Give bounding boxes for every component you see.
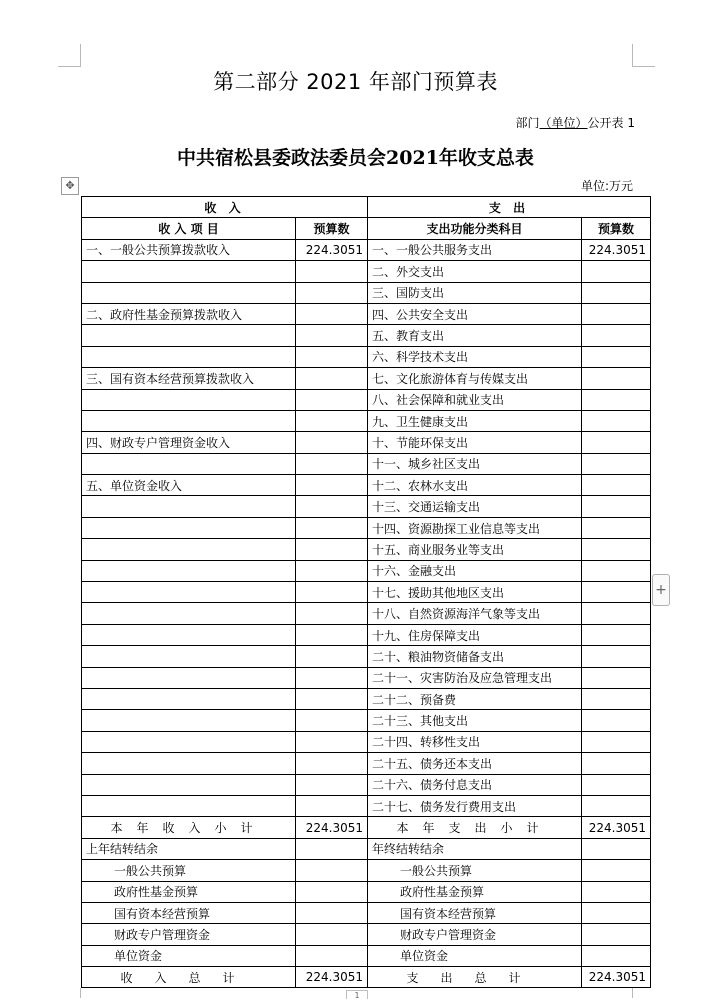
income-value-cell bbox=[296, 432, 368, 453]
income-value-cell bbox=[296, 303, 368, 324]
income-value-cell bbox=[296, 282, 368, 303]
income-carry-value bbox=[296, 838, 368, 859]
income-carry-item-value bbox=[296, 860, 368, 881]
expense-value-cell bbox=[582, 496, 651, 517]
expense-item-cell: 九、卫生健康支出 bbox=[368, 410, 582, 431]
unit-label: 单位:万元 bbox=[580, 179, 633, 193]
expense-item-cell: 二十四、转移性支出 bbox=[368, 731, 582, 752]
carry-over-item-row bbox=[82, 860, 651, 881]
carry-over-item-row bbox=[82, 924, 651, 945]
expense-value-cell: 224.3051 bbox=[582, 239, 651, 260]
income-item-cell bbox=[82, 261, 296, 282]
table-row bbox=[82, 624, 651, 645]
expense-item-cell: 二十、粮油物资储备支出 bbox=[368, 646, 582, 667]
table-header-row bbox=[82, 197, 651, 218]
expense-item-cell: 六、科学技术支出 bbox=[368, 346, 582, 367]
expense-value-cell bbox=[582, 325, 651, 346]
income-value-cell bbox=[296, 453, 368, 474]
income-value-cell bbox=[296, 539, 368, 560]
income-item-cell bbox=[82, 624, 296, 645]
expense-value-cell bbox=[582, 582, 651, 603]
carry-over-row bbox=[82, 838, 651, 859]
expense-subtotal-value: 224.3051 bbox=[582, 817, 651, 838]
expense-item-cell: 十二、农林水支出 bbox=[368, 475, 582, 496]
expense-value-cell bbox=[582, 560, 651, 581]
income-item-cell bbox=[82, 603, 296, 624]
expense-value-cell bbox=[582, 410, 651, 431]
expense-value-cell bbox=[582, 646, 651, 667]
income-carry-item-value bbox=[296, 902, 368, 923]
expense-carry-item-value bbox=[582, 902, 651, 923]
table-row bbox=[82, 753, 651, 774]
expense-item-cell: 二、外交支出 bbox=[368, 261, 582, 282]
income-item-cell bbox=[82, 731, 296, 752]
expense-item-cell: 十九、住房保障支出 bbox=[368, 624, 582, 645]
income-item-cell: 二、政府性基金预算拨款收入 bbox=[82, 303, 296, 324]
expense-item-cell: 三、国防支出 bbox=[368, 282, 582, 303]
add-column-icon[interactable]: + bbox=[652, 574, 670, 606]
expense-item-cell: 十六、金融支出 bbox=[368, 560, 582, 581]
income-value-cell bbox=[296, 261, 368, 282]
table-row bbox=[82, 239, 651, 260]
expense-carry-item-value bbox=[582, 924, 651, 945]
income-value-cell bbox=[296, 710, 368, 731]
income-item-cell bbox=[82, 667, 296, 688]
income-value-cell bbox=[296, 517, 368, 538]
income-item-cell bbox=[82, 325, 296, 346]
income-total-value: 224.3051 bbox=[296, 967, 368, 988]
table-row bbox=[82, 646, 651, 667]
total-row bbox=[82, 967, 651, 988]
expense-value-cell bbox=[582, 517, 651, 538]
expense-item-cell: 十、节能环保支出 bbox=[368, 432, 582, 453]
expense-item-cell: 二十三、其他支出 bbox=[368, 710, 582, 731]
page-corner-mark bbox=[58, 44, 81, 67]
carry-over-item-row bbox=[82, 881, 651, 902]
budget-summary-table bbox=[81, 196, 651, 988]
income-item-cell bbox=[82, 517, 296, 538]
expense-item-cell: 十五、商业服务业等支出 bbox=[368, 539, 582, 560]
income-item-cell bbox=[82, 646, 296, 667]
carry-over-item-row bbox=[82, 945, 651, 966]
table-row bbox=[82, 389, 651, 410]
table-row bbox=[82, 453, 651, 474]
income-item-header: 收 入 项 目 bbox=[82, 218, 296, 239]
page-number-indicator: 1 bbox=[346, 990, 368, 999]
income-carry-item-value bbox=[296, 924, 368, 945]
income-item-cell bbox=[82, 688, 296, 709]
carry-over-item-row bbox=[82, 902, 651, 923]
expense-item-cell: 七、文化旅游体育与传媒支出 bbox=[368, 368, 582, 389]
income-item-cell: 五、单位资金收入 bbox=[82, 475, 296, 496]
expense-value-cell bbox=[582, 475, 651, 496]
expense-value-cell bbox=[582, 282, 651, 303]
income-item-cell bbox=[82, 560, 296, 581]
expense-value-cell bbox=[582, 539, 651, 560]
income-item-cell: 三、国有资本经营预算拨款收入 bbox=[82, 368, 296, 389]
table-row bbox=[82, 795, 651, 816]
income-value-cell bbox=[296, 753, 368, 774]
expense-item-cell: 十四、资源勘探工业信息等支出 bbox=[368, 517, 582, 538]
income-value-cell bbox=[296, 582, 368, 603]
expense-value-cell bbox=[582, 710, 651, 731]
expense-carry-item-value bbox=[582, 881, 651, 902]
income-item-cell bbox=[82, 410, 296, 431]
table-move-handle-icon[interactable]: ✥ bbox=[61, 177, 79, 195]
income-value-cell bbox=[296, 475, 368, 496]
income-item-cell bbox=[82, 539, 296, 560]
expense-item-cell: 五、教育支出 bbox=[368, 325, 582, 346]
income-value-cell bbox=[296, 368, 368, 389]
income-item-cell bbox=[82, 346, 296, 367]
income-carry-item: 一般公共预算 bbox=[82, 860, 296, 881]
income-value-cell bbox=[296, 688, 368, 709]
expense-carry-item: 单位资金 bbox=[368, 945, 582, 966]
expense-total-value: 224.3051 bbox=[582, 967, 651, 988]
income-value-cell bbox=[296, 496, 368, 517]
expense-item-cell: 二十五、债务还本支出 bbox=[368, 753, 582, 774]
income-item-cell bbox=[82, 710, 296, 731]
income-value-cell bbox=[296, 646, 368, 667]
expense-carry-item-value bbox=[582, 860, 651, 881]
expense-header: 支 出 bbox=[368, 197, 651, 218]
expense-item-cell: 十七、援助其他地区支出 bbox=[368, 582, 582, 603]
income-item-cell bbox=[82, 496, 296, 517]
income-item-cell bbox=[82, 453, 296, 474]
table-row bbox=[82, 774, 651, 795]
income-item-cell bbox=[82, 389, 296, 410]
income-item-cell bbox=[82, 753, 296, 774]
income-value-cell bbox=[296, 731, 368, 752]
table-row bbox=[82, 603, 651, 624]
expense-carry-item: 政府性基金预算 bbox=[368, 881, 582, 902]
expense-value-cell bbox=[582, 688, 651, 709]
income-carry-item: 国有资本经营预算 bbox=[82, 902, 296, 923]
table-row bbox=[82, 496, 651, 517]
expense-budget-header: 预算数 bbox=[582, 218, 651, 239]
table-title: 中共宿松县委政法委员会2021年收支总表 bbox=[177, 147, 534, 169]
table-subheader-row bbox=[82, 218, 651, 239]
expense-item-cell: 十三、交通运输支出 bbox=[368, 496, 582, 517]
expense-item-cell: 十一、城乡社区支出 bbox=[368, 453, 582, 474]
income-item-cell: 一、一般公共预算拨款收入 bbox=[82, 239, 296, 260]
table-row bbox=[82, 410, 651, 431]
table-row bbox=[82, 517, 651, 538]
income-item-cell bbox=[82, 795, 296, 816]
page-corner-mark bbox=[58, 988, 81, 998]
income-carry-item-value bbox=[296, 881, 368, 902]
income-value-cell bbox=[296, 624, 368, 645]
table-row bbox=[82, 282, 651, 303]
expense-item-cell: 二十一、灾害防治及应急管理支出 bbox=[368, 667, 582, 688]
table-row bbox=[82, 560, 651, 581]
income-carry-label: 上年结转结余 bbox=[82, 838, 296, 859]
expense-value-cell bbox=[582, 624, 651, 645]
expense-item-cell: 四、公共安全支出 bbox=[368, 303, 582, 324]
table-row bbox=[82, 303, 651, 324]
table-row bbox=[82, 475, 651, 496]
table-row bbox=[82, 688, 651, 709]
table-row bbox=[82, 368, 651, 389]
income-value-cell bbox=[296, 774, 368, 795]
expense-value-cell bbox=[582, 795, 651, 816]
table-row bbox=[82, 667, 651, 688]
income-subtotal-value: 224.3051 bbox=[296, 817, 368, 838]
income-item-cell bbox=[82, 282, 296, 303]
income-item-cell: 四、财政专户管理资金收入 bbox=[82, 432, 296, 453]
table-number-label: 部门（单位）公开表 1 bbox=[515, 116, 635, 130]
table-row bbox=[82, 710, 651, 731]
income-value-cell bbox=[296, 603, 368, 624]
expense-value-cell bbox=[582, 453, 651, 474]
expense-carry-item: 一般公共预算 bbox=[368, 860, 582, 881]
expense-value-cell bbox=[582, 368, 651, 389]
income-header: 收 入 bbox=[82, 197, 368, 218]
income-item-cell bbox=[82, 774, 296, 795]
table-row bbox=[82, 539, 651, 560]
income-budget-header: 预算数 bbox=[296, 218, 368, 239]
income-value-cell: 224.3051 bbox=[296, 239, 368, 260]
page-corner-mark bbox=[632, 988, 655, 998]
expense-value-cell bbox=[582, 303, 651, 324]
income-total-label: 收入总计 bbox=[82, 967, 296, 988]
income-carry-item-value bbox=[296, 945, 368, 966]
income-value-cell bbox=[296, 346, 368, 367]
expense-carry-item: 财政专户管理资金 bbox=[368, 924, 582, 945]
expense-subtotal-label: 本年支出小计 bbox=[368, 817, 582, 838]
expense-value-cell bbox=[582, 346, 651, 367]
expense-value-cell bbox=[582, 753, 651, 774]
table-row bbox=[82, 731, 651, 752]
expense-item-cell: 二十二、预备费 bbox=[368, 688, 582, 709]
income-value-cell bbox=[296, 389, 368, 410]
expense-total-label: 支出总计 bbox=[368, 967, 582, 988]
expense-value-cell bbox=[582, 774, 651, 795]
page-corner-mark bbox=[632, 44, 655, 67]
table-row bbox=[82, 432, 651, 453]
expense-carry-item: 国有资本经营预算 bbox=[368, 902, 582, 923]
income-subtotal-label: 本年收入小计 bbox=[82, 817, 296, 838]
expense-carry-value bbox=[582, 838, 651, 859]
expense-item-cell: 二十七、债务发行费用支出 bbox=[368, 795, 582, 816]
expense-value-cell bbox=[582, 731, 651, 752]
expense-value-cell bbox=[582, 389, 651, 410]
subtotal-row bbox=[82, 817, 651, 838]
page-title: 第二部分 2021 年部门预算表 bbox=[213, 70, 498, 94]
table-row bbox=[82, 346, 651, 367]
expense-item-header: 支出功能分类科目 bbox=[368, 218, 582, 239]
expense-item-cell: 二十六、债务付息支出 bbox=[368, 774, 582, 795]
expense-item-cell: 八、社会保障和就业支出 bbox=[368, 389, 582, 410]
table-row bbox=[82, 261, 651, 282]
income-value-cell bbox=[296, 795, 368, 816]
income-item-cell bbox=[82, 582, 296, 603]
expense-value-cell bbox=[582, 667, 651, 688]
table-row bbox=[82, 325, 651, 346]
income-value-cell bbox=[296, 560, 368, 581]
expense-item-cell: 十八、自然资源海洋气象等支出 bbox=[368, 603, 582, 624]
expense-item-cell: 一、一般公共服务支出 bbox=[368, 239, 582, 260]
expense-carry-item-value bbox=[582, 945, 651, 966]
income-carry-item: 财政专户管理资金 bbox=[82, 924, 296, 945]
table-row bbox=[82, 582, 651, 603]
income-carry-item: 单位资金 bbox=[82, 945, 296, 966]
income-value-cell bbox=[296, 667, 368, 688]
income-carry-item: 政府性基金预算 bbox=[82, 881, 296, 902]
income-value-cell bbox=[296, 325, 368, 346]
expense-carry-label: 年终结转结余 bbox=[368, 838, 582, 859]
expense-value-cell bbox=[582, 603, 651, 624]
expense-value-cell bbox=[582, 432, 651, 453]
income-value-cell bbox=[296, 410, 368, 431]
expense-value-cell bbox=[582, 261, 651, 282]
